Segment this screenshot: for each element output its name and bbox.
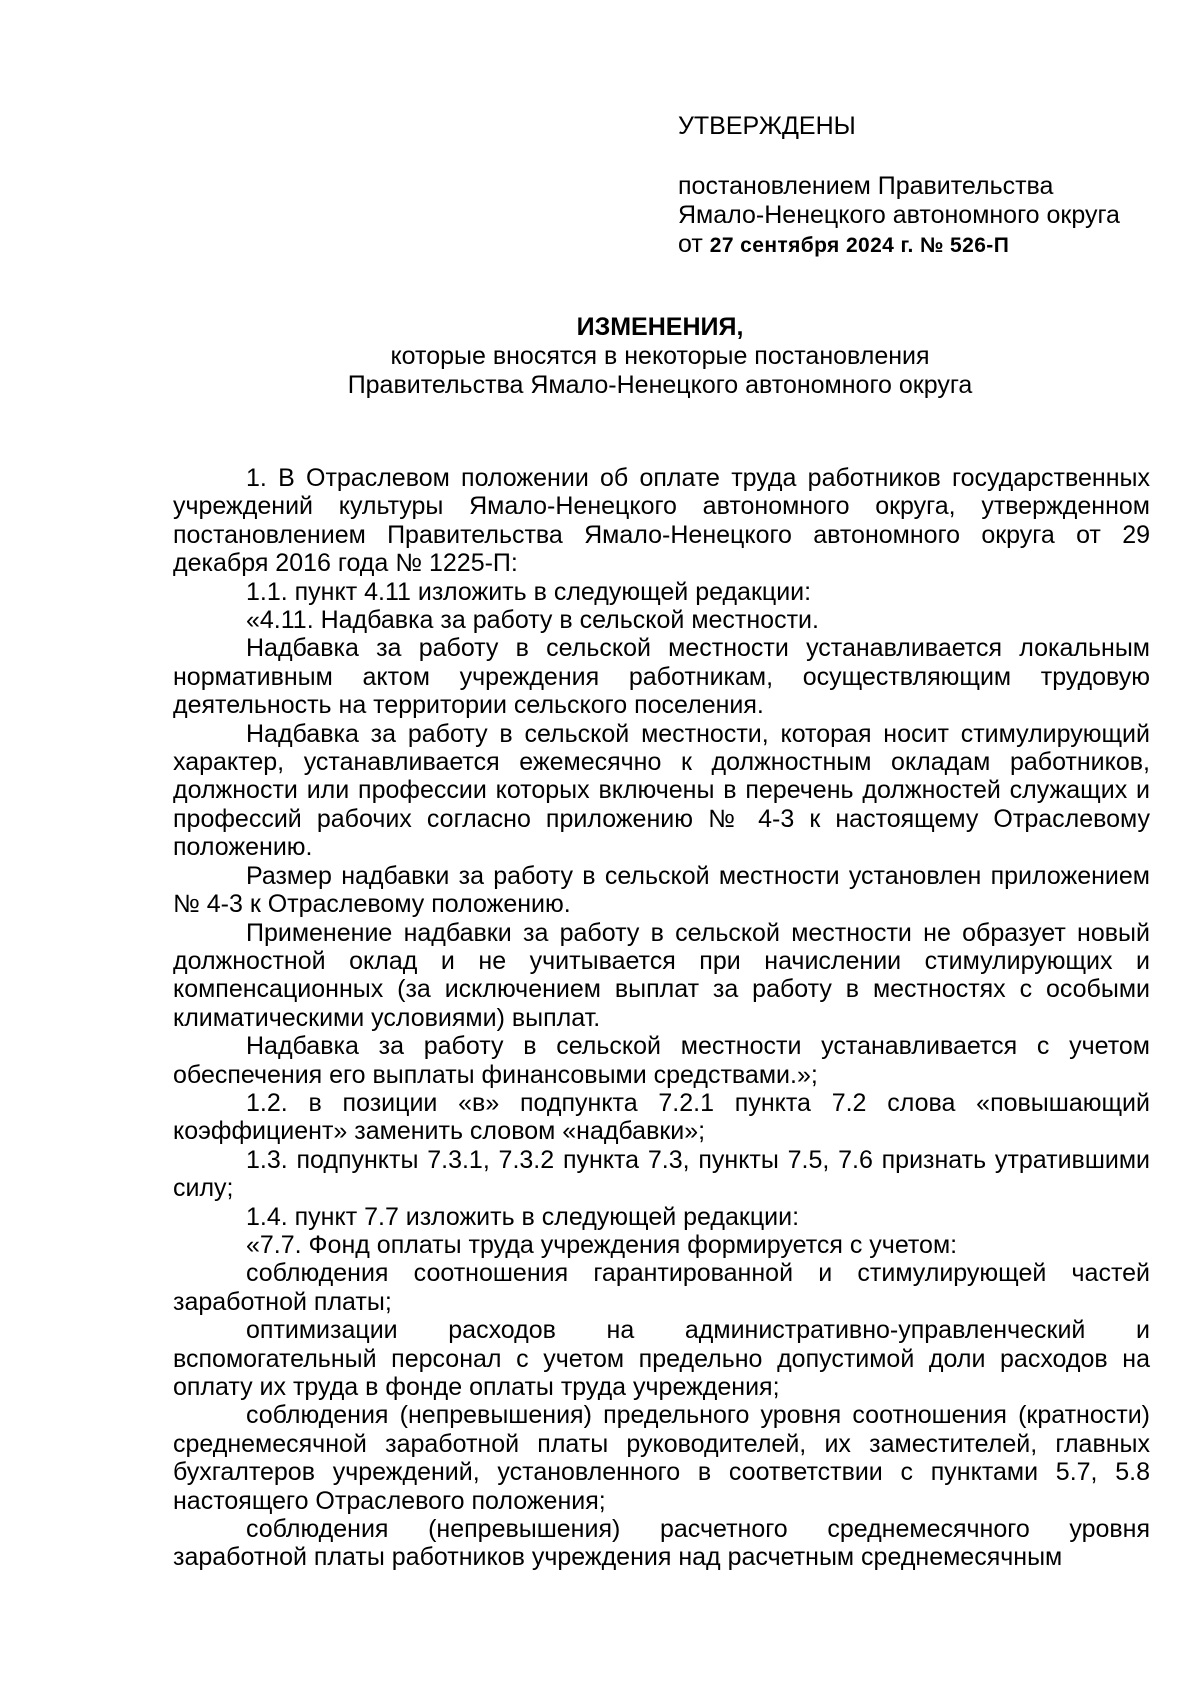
paragraph: 1.1. пункт 4.11 изложить в следующей редакции: — [246, 577, 812, 606]
approval-line-1: постановлением Правительства — [678, 172, 1054, 200]
approval-date-prefix: от — [678, 230, 703, 258]
paragraph: соблюдения (непревышения) расчетного среднемесячного уровня заработной платы работников учреждения над расчетным среднемесячным — [173, 1515, 1150, 1572]
approval-heading: УТВЕРЖДЕНЫ — [678, 112, 856, 140]
paragraph: 1.3. подпункты 7.3.1, 7.3.2 пункта 7.3, пункты 7.5, 7.6 признать утратившими силу; — [173, 1145, 1150, 1203]
paragraph: Применение надбавки за работу в сельской местности не образует новый должностной оклад и не учитывается при начислении стимулирующих и компенсационных (за исключением выплат за работу в местностях с особыми климатическими условиями) выплат. — [173, 918, 1150, 1032]
paragraph: 1.4. пункт 7.7 изложить в следующей редакции: — [246, 1202, 800, 1231]
paragraph: соблюдения (непревышения) предельного уровня соотношения (кратности) среднемесячной заработной платы руководителей, их заместителей, главных бухгалтеров учреждений, установленного в соответствии с пунктами 5.7, 5.8 настоящего Отраслевого положения; — [173, 1401, 1150, 1515]
paragraph: 1. В Отраслевом положении об оплате труда работников государственных учреждений культуры Ямало-Ненецкого автономного округа, утвержденном постановлением Правительства Ямало-Ненецкого автономного округа от 29 декабря 2016 года № 1225-П: — [173, 464, 1150, 578]
paragraph: Размер надбавки за работу в сельской местности установлен приложением № 4-3 к Отраслевому положению. — [173, 861, 1150, 919]
paragraph: Надбавка за работу в сельской местности, которая носит стимулирующий характер, устанавливается ежемесячно к должностным окладам работников, должности или профессии которых включены в перечень должностей служащих и профессий рабочих согласно приложению № 4-3 к настоящему Отраслевому положению. — [173, 719, 1150, 862]
document-body — [173, 464, 1150, 1572]
approval-line-2: Ямало-Ненецкого автономного округа — [678, 201, 1120, 229]
document-subtitle-line-2: Правительства Ямало-Ненецкого автономного округа — [347, 371, 973, 399]
document-heading — [170, 313, 1150, 400]
approval-date: 27 сентября 2024 г. № 526-П — [709, 234, 1010, 257]
paragraph: оптимизации расходов на административно-управленческий и вспомогательный персонал с учетом предельно допустимой доли расходов на оплату их труда в фонде оплаты труда учреждения; — [173, 1316, 1150, 1401]
paragraph: 1.2. в позиции «в» подпункта 7.2.1 пункта 7.2 слова «повышающий коэффициент» заменить словом «надбавки»; — [173, 1088, 1150, 1146]
paragraph: «7.7. Фонд оплаты труда учреждения формируется с учетом: — [246, 1230, 958, 1259]
approval-date-line — [678, 230, 1009, 260]
paragraph: Надбавка за работу в сельской местности устанавливается локальным нормативным актом учреждения работникам, осуществляющим трудовую деятельность на территории сельского поселения. — [173, 634, 1150, 720]
document-subtitle-line-1: которые вносятся в некоторые постановления — [390, 342, 930, 370]
document-title: ИЗМЕНЕНИЯ, — [576, 313, 744, 341]
paragraph: Надбавка за работу в сельской местности устанавливается с учетом обеспечения его выплаты финансовыми средствами.»; — [173, 1032, 1150, 1089]
paragraph: соблюдения соотношения гарантированной и стимулирующей частей заработной платы; — [173, 1259, 1150, 1316]
paragraph: «4.11. Надбавка за работу в сельской местности. — [246, 606, 819, 635]
